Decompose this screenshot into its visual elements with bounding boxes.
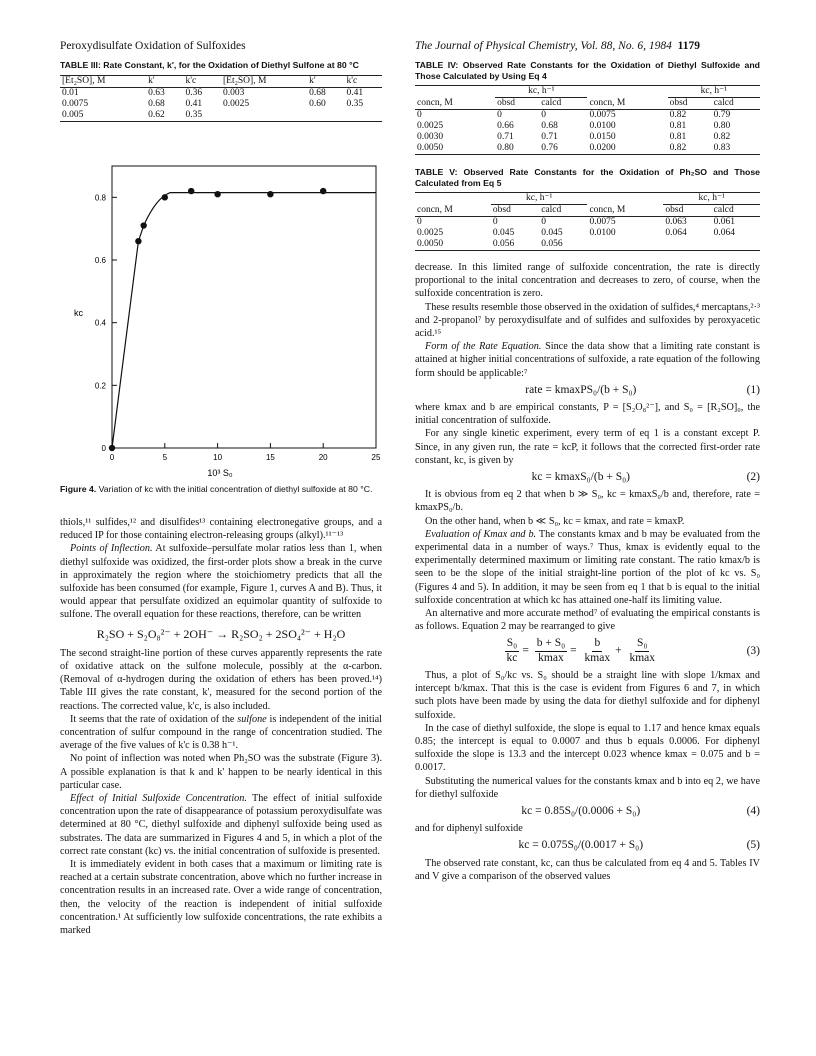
left-column: [60, 60, 382, 122]
table-cell: 0.064: [665, 228, 687, 238]
table4-header: calcd: [539, 98, 587, 110]
table4-caption-text: Observed Rate Constants for the Oxidation of Diethyl Sulfoxide and Those Calculated by Using Eq 4: [415, 60, 760, 81]
numerator: b + S₀: [535, 637, 567, 651]
table-cell: 0.63: [148, 88, 165, 98]
table-cell: 0.0025: [417, 121, 444, 131]
equation-1: [415, 384, 760, 397]
table-cell: [345, 110, 382, 122]
page-number: 1179: [677, 40, 700, 52]
section-heading: Effect of Initial Sulfoxide Concentration.: [70, 793, 247, 805]
y-axis-label: kc: [74, 308, 83, 318]
table-cell: 0.0075: [589, 110, 616, 120]
table-cell: [221, 110, 307, 122]
paragraph: It is obvious from eq 2 that when b ≫ S₀, kc = kmaxS₀/b and, therefore, rate = kmaxPS₀/b.: [415, 489, 760, 514]
x-tick-label: 0: [109, 453, 115, 462]
table4-header: obsd: [495, 98, 539, 110]
figure4-caption-text: Variation of kc with the initial concentration of diethyl sulfoxide at 80 °C.: [98, 484, 373, 494]
fraction: [505, 637, 520, 664]
table-cell: 0.68: [309, 88, 326, 98]
table-cell: 0.68: [148, 99, 165, 109]
table3-header: k': [307, 76, 344, 88]
table-cell: 0.41: [346, 88, 364, 98]
paragraph-text: It seems that the rate of oxidation of the: [70, 713, 235, 725]
table-row: [415, 217, 760, 229]
equation-3: [415, 637, 760, 664]
y-tick-label: 0.4: [94, 318, 106, 328]
paragraph: For any single kinetic experiment, every term of eq 1 is a constant except P. Since, in any given run, the rate = kcP, it follows that the corrected first-order rate constant, kc, is given by: [415, 428, 760, 466]
table3-caption: [60, 60, 382, 71]
table3-header: k'c: [345, 76, 382, 88]
table4-header: concn, M: [415, 98, 495, 110]
equation-body: rate = kmaxPS₀/(b + S₀): [525, 383, 637, 396]
data-point: [135, 238, 141, 244]
table-cell: 0.36: [185, 88, 203, 98]
table-cell: 0.79: [713, 110, 731, 120]
table3-caption-text: Rate Constant, k', for the Oxidation of Diethyl Sulfone at 80 °C: [103, 60, 359, 70]
denominator: kmax: [584, 651, 611, 664]
table4-header: concn, M: [587, 98, 667, 110]
table-cell: 0.82: [713, 132, 731, 142]
table-row: [415, 228, 760, 239]
right-body-text: [415, 261, 760, 883]
table-cell: 0.005: [60, 110, 146, 122]
table-cell: [307, 110, 344, 122]
x-tick-label: 25: [371, 453, 381, 462]
table-row: [415, 110, 760, 122]
table-cell: 0.056: [491, 239, 539, 251]
equation-number: (2): [746, 471, 760, 484]
y-tick-label: 0.2: [94, 381, 106, 391]
table-cell: 0.81: [669, 132, 687, 142]
fraction: [627, 637, 657, 664]
table3-header: [Et₂SO], M: [60, 76, 146, 88]
table5-header: obsd: [491, 205, 539, 217]
y-tick-label: 0.6: [94, 256, 106, 265]
paragraph: Substituting the numerical values for the constants kmax and b into eq 2, we have for diethyl sulfoxide: [415, 775, 760, 800]
data-point: [214, 191, 220, 197]
table-cell: 0: [417, 110, 422, 120]
table-cell: 0.01: [62, 88, 79, 98]
table5-group-header: kc, h⁻¹: [663, 193, 760, 205]
table-cell: 0.045: [541, 228, 563, 238]
data-point: [267, 191, 273, 197]
table-row: [415, 239, 760, 251]
paragraph: Thus, a plot of S₀/kc vs. S₀ should be a straight line with slope 1/kmax and intercept b/kmax. That this is the case is evident from Figures 6 and 7, in which such plots have been made by using the data for diethyl sulfoxide and for diphenyl sulfoxide.: [415, 669, 760, 721]
paragraph: [415, 340, 760, 380]
table4-group-header: kc, h⁻¹: [495, 86, 587, 98]
paragraph: The observed rate constant, kc, can thus be calculated from eq 4 and 5. Tables IV and V give a comparison of the observed values: [415, 857, 760, 882]
table-cell: 0.0100: [589, 121, 616, 131]
table-cell: 0.0025: [222, 99, 250, 109]
table-cell: 0.41: [185, 99, 203, 109]
equation-number: (4): [746, 804, 760, 817]
equation-number: (3): [746, 644, 760, 657]
table-cell: 0.60: [309, 99, 326, 109]
table-cell: 0.71: [497, 132, 514, 142]
table-cell: 0.76: [539, 143, 587, 155]
fit-curve: [112, 193, 376, 448]
table-cell: [663, 239, 711, 251]
table5-group-row: [415, 193, 760, 205]
paragraph: decrease. In this limited range of sulfoxide concentration, the rate is directly proportional to the inital concentration and decreases to zero, of course, when the sulfoxide concentration is zero.: [415, 262, 760, 300]
table5-header: concn, M: [587, 205, 663, 217]
running-header-title: Peroxydisulfate Oxidation of Sulfoxides: [60, 40, 246, 52]
section-heading: Form of the Rate Equation.: [425, 341, 542, 353]
table-cell: 0.0030: [417, 132, 444, 142]
table4-title: TABLE IV:: [415, 60, 459, 70]
paragraph: [60, 713, 382, 753]
table-cell: 0.0200: [587, 143, 667, 155]
section-heading: Points of Inflection.: [70, 543, 153, 555]
table3-title: TABLE III:: [60, 60, 101, 70]
table-cell: 0.0075: [62, 99, 89, 109]
x-tick-label: 10: [213, 453, 223, 462]
denominator: kmax: [629, 651, 656, 664]
paragraph: An alternative and more accurate method⁷ of evaluating the empirical constants is as follows. Equation 2 may be rearranged to give: [415, 608, 760, 633]
table5-title: TABLE V:: [415, 167, 458, 177]
table-cell: 0.66: [497, 121, 514, 131]
table-cell: [712, 239, 760, 251]
x-tick-label: 20: [318, 453, 328, 462]
fraction: [535, 637, 567, 664]
table5-caption: [415, 167, 760, 189]
table3: [60, 75, 382, 122]
paragraph: In the case of diethyl sulfoxide, the slope is equal to 1.17 and hence kmax equals 0.85; the intercept is equal to 0.0007 and thus b equals 0.0006. For diphenyl sulfoxide the slope is 13.3 and the intercept 0.023 whence kmax = 0.075 and b = 0.0017.: [415, 722, 760, 774]
table-row: [415, 143, 760, 155]
paragraph: These results resemble those observed in the oxidation of sulfides,⁴ mercaptans,²·³ and 2-propanol⁷ by peroxydisulfate and of sulfides and sulfoxides by peroxyacetic acid.¹⁵: [415, 301, 761, 340]
table4: [415, 85, 760, 155]
paragraph-text: At sulfoxide–persulfate molar ratios less than 1, when diethyl sulfoxide was oxidized, the first-order plots show a break in the curve in approximately the region where the stoichiometry predicts that all the sulfoxide has been consumed (for example, Figure 1, curves A and B). Thus, it would appear that persulfate oxidized an equimolar quantity of sulfoxide to sulfone. The overall equation for these reactions, therefore, can be written: [60, 543, 383, 621]
running-header-journal: [415, 40, 700, 52]
table-row: [415, 121, 760, 132]
table-cell: 0.061: [713, 217, 736, 227]
equation-number: (5): [746, 839, 760, 852]
data-point: [140, 222, 146, 228]
data-point: [188, 188, 194, 194]
paragraph: The second straight-line portion of these curves apparently represents the rate of oxidative attack on the sulfone molecule, possibly at the α-carbon. (Removal of α-hydrogen during the oxidation of ethers has been proved.¹⁴) Table III gives the rate constant, k', measured for the second portion of the reactions. The corrected value, k'c, is also included.: [60, 647, 382, 712]
table-cell: 0.0075: [589, 217, 616, 227]
right-column: [415, 60, 760, 883]
table3-header: [Et₂SO], M: [221, 76, 307, 88]
table5-header: calcd: [539, 205, 587, 217]
table5-caption-text: Observed Rate Constants for the Oxidation of Ph₂SO and Those Calculated from Eq 5: [415, 167, 761, 188]
equation-body: kc = 0.075S₀/(0.0017 + S₀): [518, 839, 644, 852]
paragraph: where kmax and b are empirical constants, P = [S₂O₈²⁻], and S₀ = [R₂SO]₀, the initial concentration of sulfoxide.: [415, 402, 760, 427]
equation-body: kc = 0.85S₀/(0.0006 + S₀): [521, 804, 641, 817]
data-point: [320, 188, 326, 194]
table-cell: 0.35: [346, 99, 364, 109]
paragraph-text: The effect of initial sulfoxide concentration upon the rate of disappearance of potassium peroxydisulfate was determined at 80 °C, diethyl sulfoxide and diphenyl sulfoxide being used as substrates. The data are summarized in Figures 4 and 5, in which a plot of the correct rate constant (kc) vs. the initial concentration of sulfoxide is presented.: [60, 793, 382, 857]
figure4-chart: [60, 158, 382, 478]
fraction: [583, 637, 613, 664]
paragraph-text: is independent of the initial concentration of sulfur compound in the range of concentration studied. The average of the five values of k'c is 0.38 h⁻¹.: [60, 713, 382, 752]
table5-group-header: kc, h⁻¹: [491, 193, 588, 205]
table-cell: 0.80: [495, 143, 539, 155]
equation-body: kc = kmaxS₀/(b + S₀): [531, 471, 630, 484]
data-point: [162, 194, 168, 200]
table4-header: obsd: [668, 98, 712, 110]
table-cell: 0: [417, 217, 422, 227]
equation-5: [415, 839, 760, 852]
table-row: [60, 110, 382, 122]
table-cell: 0.064: [713, 228, 736, 238]
equation-4: [415, 805, 760, 818]
table-cell: 0.045: [492, 228, 515, 238]
paragraph-text: The constants kmax and b may be evaluated from the experimental data in a number of ways.⁷ Thus, kmax is evidently equal to the experimentally determined maximum or limiting rate constant. The ratio kmax/b is seen to be the slope of the initial straight-line portion of the plot of kc vs. S₀ (Figures 4 and 5). In addition, it may be seen from eq 1 that b is equal to the initial sulfoxide concentration at which kc has attained one-half its limiting value.: [415, 528, 760, 606]
table-cell: 0: [541, 110, 546, 120]
y-tick-label: 0.8: [94, 193, 106, 203]
table-cell: 0.0050: [415, 239, 491, 251]
x-tick-label: 15: [265, 453, 275, 462]
data-point: [109, 445, 115, 451]
reaction-equation: R₂SO + S₂O₈²⁻ + 2OH⁻ → R₂SO₂ + 2SO₄²⁻ + H₂O: [96, 626, 346, 641]
equation-body: $\frac{\text{S₀}}{kc}$ = $\frac{\text{b + S₀}}{kmax}$ = $\frac{b}{kmax}$ + $\frac{\text{S₀}}{kmax}$: [506, 637, 656, 664]
section-heading: Evaluation of Kmax and b.: [425, 528, 537, 540]
table-cell: 0.003: [222, 88, 245, 98]
journal-citation: The Journal of Physical Chemistry, Vol. 88, No. 6, 1984: [415, 40, 672, 52]
table3-header: k'c: [184, 76, 221, 88]
plot-frame: [112, 166, 376, 448]
table-cell: 0.0025: [417, 228, 444, 238]
table3-header-row: [60, 76, 382, 88]
x-axis-label: 10³ S₀: [207, 468, 233, 478]
paragraph: On the other hand, when b ≪ S₀, kc = kmax, and rate = kmaxP.: [425, 515, 685, 527]
paragraph: [60, 792, 382, 858]
table-cell: 0.0150: [589, 132, 616, 142]
table-cell: 0: [497, 110, 502, 120]
table-row: [60, 99, 382, 110]
table4-group-row: [415, 86, 760, 98]
paragraph-text: Since the data show that a limiting rate constant is attained at higher initial concentrations of sulfoxide, a rate equation of the following form should be applicable:⁷: [415, 341, 760, 379]
table4-caption: [415, 60, 760, 82]
table-cell: 0.063: [665, 217, 687, 227]
left-body-text: [60, 516, 382, 937]
paragraph: No point of inflection was noted when Ph₂SO was the substrate (Figure 3). A possible explanation is that k and k' happen to be nearly identical in this particular case.: [60, 753, 382, 791]
table-cell: 0: [541, 217, 546, 227]
equation-number: (1): [746, 383, 760, 396]
table-cell: 0.62: [146, 110, 183, 122]
table4-header: calcd: [712, 98, 760, 110]
table-cell: 0.056: [539, 239, 587, 251]
denominator: kc: [506, 651, 518, 664]
figure4-caption-label: Figure 4.: [60, 484, 97, 494]
table-cell: 0.83: [712, 143, 760, 155]
table-cell: 0.0100: [589, 228, 616, 238]
table-cell: 0.82: [668, 143, 712, 155]
numerator: S₀: [505, 637, 519, 651]
table-row: [60, 88, 382, 100]
table-cell: 0.81: [669, 121, 687, 131]
y-tick-label: 0: [101, 444, 106, 453]
numerator: S₀: [635, 637, 649, 651]
table-row: [415, 132, 760, 143]
table-cell: 0.82: [669, 110, 687, 120]
paragraph: It is immediately evident in both cases that a maximum or limiting rate is reached at a certain substrate concentration, above which no further increase in concentration results in an increased rate. Over a wide range of concentration, then, the velocity of the reaction is independent of initial sulfoxide concentration.¹ At sufficiently low sulfoxide concentrations, the rate exhibits a marked: [60, 859, 382, 937]
x-tick-label: 5: [162, 453, 168, 462]
emphasis: sulfone: [237, 713, 267, 725]
table-cell: 0: [492, 217, 498, 227]
paragraph: and for diphenyl sulfoxide: [415, 823, 523, 835]
figure4-caption: [60, 484, 382, 495]
table5-header: concn, M: [415, 205, 491, 217]
table-cell: 0.71: [541, 132, 558, 142]
table-cell: [587, 239, 663, 251]
paragraph: [60, 542, 382, 621]
table3-header: k': [146, 76, 183, 88]
table5-header-row: [415, 205, 760, 217]
equation-2: [415, 471, 760, 484]
table5: [415, 192, 760, 251]
table-cell: 0.35: [184, 110, 221, 122]
table5-header: obsd: [663, 205, 711, 217]
table-cell: 0.0050: [415, 143, 495, 155]
table5-header: calcd: [712, 205, 760, 217]
numerator: b: [592, 637, 602, 651]
paragraph: thiols,¹¹ sulfides,¹² and disulfides¹³ containing electronegative groups, and a reduced IP for those containing electron-releasing groups (alkyl).¹¹⁻¹³: [60, 517, 382, 542]
table-cell: 0.80: [713, 121, 731, 131]
table4-header-row: [415, 98, 760, 110]
table-cell: 0.68: [541, 121, 558, 131]
denominator: kmax: [538, 651, 564, 664]
paragraph: [415, 528, 760, 607]
table4-group-header: kc, h⁻¹: [668, 86, 760, 98]
